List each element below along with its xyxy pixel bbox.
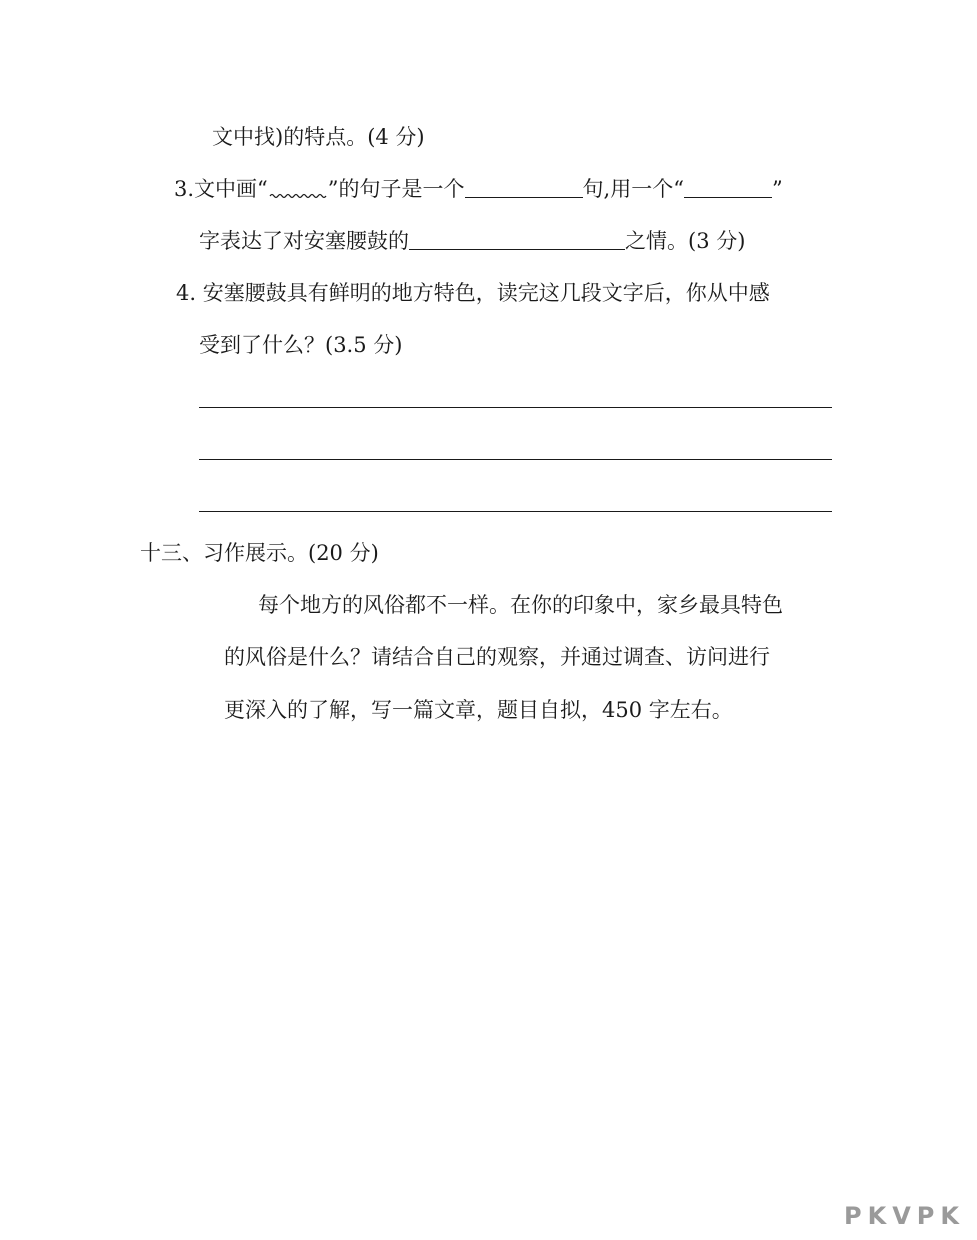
q3-text-d: ” [771, 177, 783, 201]
q3-line2-text-a: 字表达了对安塞腰鼓的 [199, 229, 409, 253]
q3-text-c: 句,用一个“ [582, 177, 684, 201]
answer-blank-sentence-type[interactable] [465, 175, 583, 198]
section-13-prompt-line-3: 更深入的了解，写一篇文章，题目自拟，450 字左右。 [224, 698, 733, 722]
q4-number: 4. [176, 281, 197, 305]
q2-continuation: 文中找)的特点。(4 分) [212, 125, 425, 149]
watermark-logo: PKVPK [844, 1202, 965, 1230]
wavy-underline-marker [268, 182, 328, 202]
q3-line-2 [199, 227, 745, 255]
q3-text-b: ”的句子是一个 [327, 177, 465, 201]
answer-line-1[interactable] [199, 407, 832, 408]
section-13-heading: 十三、习作展示。(20 分) [140, 541, 379, 565]
section-13-prompt-line-1: 每个地方的风俗都不一样。在你的印象中，家乡最具特色 [258, 593, 783, 617]
q3-number: 3. [174, 177, 195, 201]
section-13-prompt-line-2: 的风俗是什么？请结合自己的观察，并通过调查、访问进行 [224, 645, 770, 669]
answer-line-2[interactable] [199, 459, 832, 460]
q3-text-a: 文中画“ [194, 177, 268, 201]
answer-line-3[interactable] [199, 511, 832, 512]
q3-line-1 [174, 175, 783, 203]
q4-text-1: 安塞腰鼓具有鲜明的地方特色，读完这几段文字后，你从中感 [202, 281, 770, 305]
answer-blank-emotion[interactable] [409, 227, 625, 250]
q4-line-1 [176, 279, 770, 307]
q4-line-2: 受到了什么？(3.5 分) [199, 333, 403, 357]
answer-blank-key-word[interactable] [684, 175, 772, 198]
q3-line2-text-b: 之情。(3 分) [625, 229, 746, 253]
